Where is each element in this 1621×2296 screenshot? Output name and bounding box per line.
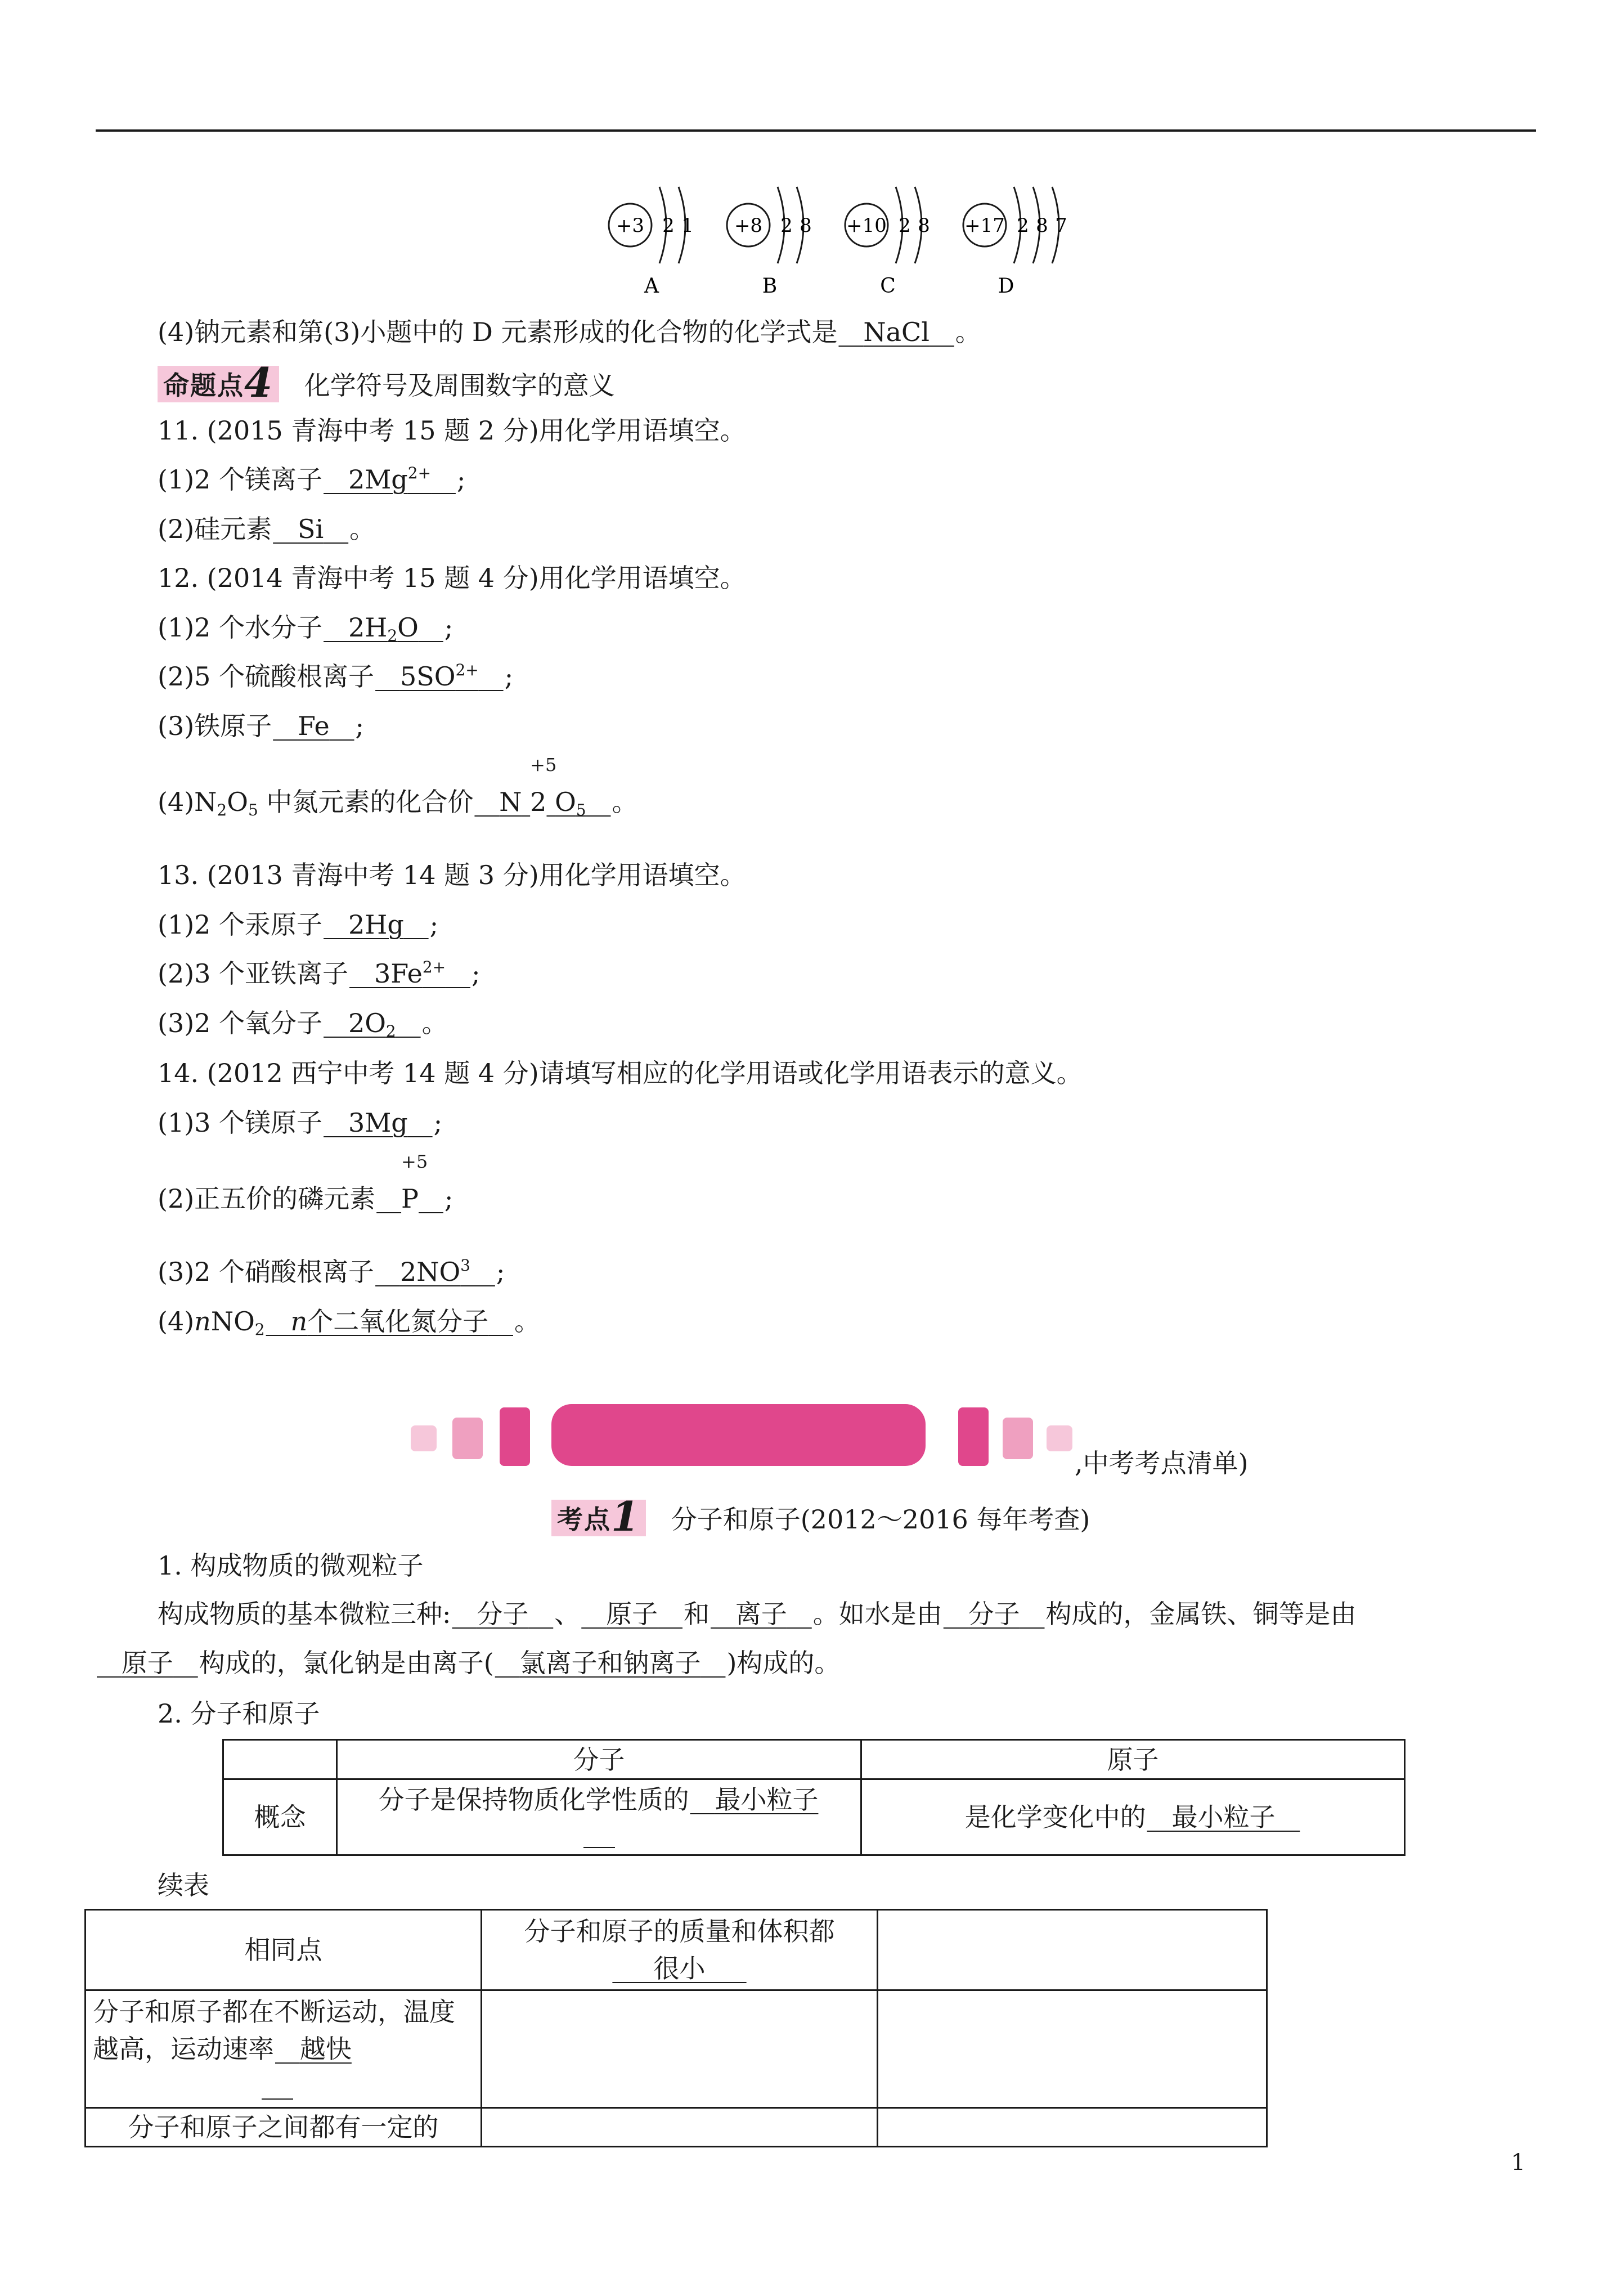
cell-empty-2 (482, 1990, 878, 2108)
q14-part2-answer: +5 P (401, 1151, 428, 1214)
cell-spacing: 分子和原子之间都有一定的 (86, 2108, 482, 2147)
s1-paragraph-line2: 原子 构成的，氯化钠是由离子( 氯离子和钠离子 )构成的。 (96, 1646, 840, 1680)
q12-title: 12. (2014 青海中考 15 题 4 分)用化学用语填空。 (158, 563, 746, 593)
atom-label: D (998, 275, 1014, 298)
shell-electron-count: 8 (1036, 214, 1048, 237)
shell-electron-count: 2 (1017, 214, 1029, 237)
header-rule (96, 129, 1536, 132)
shell-electron-count: 1 (681, 214, 694, 237)
s1-answer-atom: 原子 (606, 1599, 658, 1629)
banner-caption: ,中考考点清单) (1075, 1448, 1249, 1478)
nucleus-charge: +10 (846, 214, 887, 237)
s1-paragraph-line1: 构成物质的基本微粒三种: 分子 、 原子 和 离子 。如水是由 分子 构成的，金属铁、铜等是由 (158, 1599, 1357, 1629)
q12-part3: (3)铁原子 Fe ; (158, 711, 365, 741)
s2-heading: 2. 分子和原子 (158, 1698, 320, 1729)
banner-dot-4 (958, 1407, 989, 1466)
q14-part4: (4)nNO$_2$ n个二氧化氮分子 。 (158, 1306, 540, 1339)
q14-part2: (2)正五价的磷元素 +5 P ; (158, 1151, 453, 1214)
q14-part3: (3)2 个硝酸根离子 $2NO^3$ ; (158, 1256, 505, 1287)
atom-diagram-A (609, 187, 694, 298)
atom-diagram-D (963, 187, 1067, 298)
banner-dot-2 (452, 1418, 483, 1459)
q10-part4: (4)钠元素和第(3)小题中的 D 元素形成的化合物的化学式是 NaCl 。 (158, 317, 981, 347)
q12-part4-answer: N +5 2 $O_5$ (499, 754, 586, 819)
row-label-common: 相同点 (86, 1910, 482, 1990)
section4-title: 化学符号及周围数字的意义 (304, 370, 615, 401)
q10-part4-answer: NaCl (863, 317, 930, 347)
q14-part4-answer: n个二氧化氮分子 (290, 1306, 489, 1337)
section4-heading (158, 358, 615, 406)
cell-motion: 分子和原子都在不断运动，温度越高，运动速率 越快 (86, 1990, 482, 2108)
molecule-atom-table-continued (84, 1909, 1268, 2147)
atom-diagram-C (845, 187, 930, 298)
cell-empty-5 (878, 2108, 1267, 2147)
page-number: 1 (1511, 2150, 1525, 2176)
q14-title: 14. (2012 西宁中考 14 题 4 分)请填写相应的化学用语或化学用语表示的意义。 (158, 1058, 1083, 1088)
q11-part1: (1)2 个镁离子 $2Mg^{2+}$ ; (158, 464, 466, 495)
shell-electron-count: 7 (1055, 214, 1067, 237)
shell-electron-count: 2 (662, 214, 675, 237)
s1-answer-molecule: 分子 (477, 1599, 529, 1629)
nucleus-charge: +8 (734, 214, 763, 237)
shell-electron-count: 8 (918, 214, 930, 237)
q13-part1: (1)2 个汞原子 2Hg ; (158, 909, 439, 940)
q12-part3-answer: Fe (298, 711, 330, 741)
q11-part2-answer: Si (298, 514, 324, 544)
cell-molecule-concept: 分子是保持物质化学性质的 最小粒子 (337, 1779, 861, 1855)
cell-atom-concept: 是化学变化中的 最小粒子 (861, 1779, 1405, 1855)
molecule-atom-table (222, 1739, 1406, 1856)
s1-answer-metal: 原子 (121, 1648, 173, 1678)
q12-part2-answer: $5SO^{2+}$ (399, 661, 479, 692)
q10-part4-text: (4)钠元素和第(3)小题中的 D 元素形成的化合物的化学式是 (158, 317, 838, 347)
q13-part2: (2)3 个亚铁离子 $3Fe^{2+}$ ; (158, 958, 481, 989)
cell-common-mass: 分子和原子的质量和体积都 很小 (482, 1910, 878, 1990)
shell-electron-count: 8 (800, 214, 812, 237)
section-banner (411, 1404, 1075, 1466)
q11-part2: (2)硅元素 Si 。 (158, 514, 376, 544)
banner-dot-6 (1047, 1425, 1072, 1451)
shell-electron-count: 2 (780, 214, 793, 237)
atom-label: B (762, 275, 778, 298)
kaodian1-badge: 考点1 (551, 1500, 646, 1536)
q13-part1-answer: 2Hg (348, 909, 404, 940)
s1-answer-water: 分子 (968, 1599, 1020, 1629)
q14-part1: (1)3 个镁原子 3Mg ; (158, 1107, 443, 1138)
banner-dot-5 (1003, 1418, 1033, 1459)
banner-dot-1 (411, 1425, 437, 1451)
th-atom: 原子 (861, 1740, 1405, 1779)
q13-part2-answer: $3Fe^{2+}$ (374, 958, 446, 989)
nucleus-charge: +17 (964, 214, 1005, 237)
atom-label: A (644, 275, 659, 298)
q11-title: 11. (2015 青海中考 15 题 2 分)用化学用语填空。 (158, 415, 746, 446)
q11-part1-answer: $2Mg^{2+}$ (348, 464, 432, 495)
q12-part2: (2)5 个硫酸根离子 $5SO^{2+}$ ; (158, 661, 514, 692)
atom-diagrams-svg (608, 174, 1103, 298)
q13-part3: (3)2 个氧分子 $2O_2$ 。 (158, 1008, 448, 1041)
s1-answer-ion: 离子 (735, 1599, 787, 1629)
q12-part4: $(4)N_2O_5$ 中氮元素的化合价 N +5 2 $O_5$ 。 (158, 754, 638, 819)
kaodian1-title: 分子和原子(2012～2016 每年考查) (671, 1504, 1090, 1535)
q12-part1-answer: $2H_2O$ (348, 612, 419, 645)
s1-heading: 1. 构成物质的微观粒子 (158, 1550, 424, 1581)
table-continued-label: 续表 (158, 1870, 209, 1900)
row-label-concept: 概念 (223, 1779, 337, 1855)
q14-part1-answer: 3Mg (348, 1107, 408, 1138)
q14-part3-answer: $2NO^3$ (399, 1256, 470, 1287)
cell-empty-3 (878, 1990, 1267, 2108)
cell-empty-1 (878, 1910, 1267, 1990)
q13-title: 13. (2013 青海中考 14 题 3 分)用化学用语填空。 (158, 860, 746, 890)
q12-part1: (1)2 个水分子 $2H_2O$ ; (158, 612, 453, 645)
banner-dot-3 (500, 1407, 530, 1466)
s1-answer-nacl: 氯离子和钠离子 (519, 1648, 701, 1678)
th-molecule: 分子 (337, 1740, 861, 1779)
atom-label: C (880, 275, 896, 298)
shell-electron-count: 2 (899, 214, 911, 237)
section4-badge: 命题点4 (158, 366, 279, 402)
cell-empty-4 (482, 2108, 878, 2147)
atom-structure-diagram (608, 174, 1103, 298)
q13-part3-answer: $2O_2$ (348, 1008, 396, 1041)
banner-bar (551, 1404, 926, 1466)
nucleus-charge: +3 (616, 214, 645, 237)
atom-diagram-B (727, 187, 812, 298)
kaodian1-heading (551, 1492, 1090, 1540)
